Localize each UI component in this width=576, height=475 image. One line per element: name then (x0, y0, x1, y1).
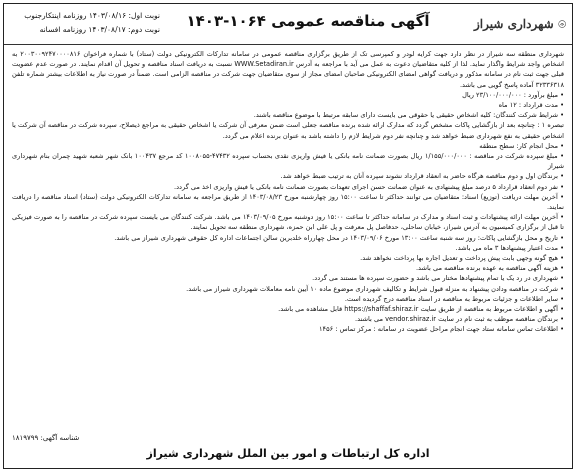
notice-paragraph: • آگهی و اطلاعات مربوط به مناقصه از طریق سایت https://shaffaf.shiraz.ir قابل مشاهده می باشد. (278, 305, 564, 314)
notice-paragraph: • نفر دوم انعقاد قرارداد ۵ درصد مبلغ پیشنهادی به عنوان ضمانت حسن اجرای تعهدات بصورت ضمانت نامه بانکی یا فیش واریزی اخذ می گردد. (174, 182, 564, 191)
notice-paragraph: • آخرین مهلت دریافت (توزیع) اسناد: متقاضیان می توانند حداکثر تا ساعت ۱۵:۰۰ روز چهارشنبه مورخ ۱۴۰۳/۰۸/۲۳ از طریق مراجعه به سامانه تدارکات الکترونیکی دولت (ستاد) اسناد مناقصه را دریافت نمایند. (12, 192, 565, 212)
notice-paragraph: • اطلاعات تماس سامانه ستاد جهت انجام مراحل عضویت در سامانه : مرکز تماس : ۱۴۵۶ (319, 325, 564, 334)
tender-notice (3, 3, 573, 469)
notice-footer (4, 430, 572, 468)
publication-first: نوبت اول: ۱۴۰۳/۰۸/۱۶ روزنامه اینتکارجنوب (24, 11, 160, 20)
publication-dates (10, 9, 160, 37)
notice-paragraph: • هیچ گونه وجهی بابت پیش پرداخت و تعدیل اجاره بها پرداخت نخواهد شد. (360, 254, 564, 263)
notice-paragraph: • مبلغ برآورد : ۲۳/۱۰۰/۰۰۰/۰۰۰ ریال (462, 90, 564, 99)
notice-paragraph: • شهرداری در رد یک یا تمام پیشنهادها مختار می باشد و حضورت سپرده ها مستند می گردد. (312, 274, 564, 283)
shiraz-municipality-logo (474, 9, 566, 39)
notice-paragraph: • مدت اعتبار پیشنهادها ۳ ماه می باشد. (455, 243, 564, 252)
notice-paragraph: • برندگان مناقصه موظف به ثبت نام در سایت vendor.shiraz.ir می باشند. (354, 315, 564, 324)
ad-id: شناسه آگهی: ۱۸۱۹۷۹۹ (12, 434, 80, 442)
notice-paragraph: • مدت قرارداد : ۱۲ ماه (498, 101, 564, 110)
municipality-emblem-icon (558, 12, 566, 36)
issuer-signature: اداره کل ارتباطات و امور بین الملل شهرداری شیراز (146, 447, 430, 460)
notice-paragraph: • شرکت در مناقصه ودادن پیشنهاد به منزله قبول شرایط و تکالیف شهرداری موضوع ماده ۱۰ آیین نامه معاملات شهرداری شیراز می باشد. (186, 284, 564, 293)
notice-paragraph: تبصره ۱ : چنانچه بعد از بازگشایی پاکات مشخص گردد که مدارک ارائه شده برنده مناقصه جعلی است ضمن معرفی آن شرکت یا اشخاص حقیقی به مراجع ذیصلاح، سپرده شرکت در مناقصه آن شرکت یا اشخاص حقیقی به نفع شهرداری ضبط خواهد شد و چنانچه نفر دوم شرایط لازم را داشته باشد به عنوان برنده اعلام می گردد. (12, 121, 565, 140)
publication-second: نوبت دوم: ۱۴۰۳/۰۸/۱۷ روزنامه افسانه (39, 25, 160, 34)
notice-body (4, 45, 572, 335)
notice-paragraph: • برندگان اول و دوم مناقصه هرگاه حاضر به انعقاد قرارداد نشوند سپرده آنان به ترتیب ضبط خواهد شد. (280, 172, 564, 181)
notice-paragraph: • تاریخ و محل بازگشایی پاکات: روز سه شنبه ساعت ۱۳:۰۰ مورخ ۱۴۰۳/۰۹/۰۶ در محل چهارراه خلدبرین سالن اجتماعات اداره کل حقوقی شهرداری شیراز می باشد. (114, 233, 564, 242)
notice-paragraph: • محل انجام کار: سطح منطقه (479, 141, 564, 150)
logo-text: شهرداری شیراز (474, 17, 554, 31)
notice-paragraph: • سایر اطلاعات و جزئیات مربوط به مناقصه در اسناد مناقصه درج گردیده است. (344, 294, 564, 303)
notice-paragraph: • آخرین مهلت ارائه پیشنهادات و ثبت اسناد و مدارک در سامانه حداکثر تا ساعت ۱۵:۰۰ روز دوشنبه مورخ ۱۴۰۳/۰۹/۰۵ می باشد. شرکت کنندگان می بایست سپرده شرکت در مناقصه را به صورت فیزیکی تا قبل از برگزاری کمیسیون به آدرس شیراز، خیابان ساحلی، حدفاصل پل معرفت و پل علی ابن حمزه، شهرداری منطقه سه تحویل نمایند. (12, 213, 564, 232)
notice-paragraph: • هزینه آگهی مناقصه به عهده برنده مناقصه می باشد. (415, 264, 564, 273)
notice-title: آگهی مناقصه عمومی ۱۰۶۴-۱۴۰۳ (186, 12, 430, 30)
notice-paragraph: شهرداری منطقه سه شیراز در نظر دارد جهت کرایه لودر و کمپرسی تک از طریق برگزاری مناقصه عمومی در سامانه تدارکات الکترونیکی دولت (ستاد) با شماره فراخوان ۲۰۰۳۰۰۹۲۴۷۰۰۰۰۸۱۶ به اشخاص واجد شرایط واگذار نماید. لذا از کلیه متقاضیان دعوت به عمل می آید با مراجعه به آدرس WWW.Setadiran.ir نسبت به دریافت اسناد مناقصه و تحویل آن اقدام نمایند. در صورت عدم عضویت قبلی جهت ثبت نام در سامانه مذکور و دریافت گواهی امضای الکترونیکی صاحبان امضای مجاز از سوی متقاضیان جهت شرکت در مناقصه الزامی است. ضمناً در صورت نیاز به اطلاعات بیشتر شماره تلفن ۳۲۳۳۶۳۱۸ آماده پاسخ گویی می باشد. (12, 50, 564, 89)
notice-header (4, 4, 572, 45)
notice-paragraph: • شرایط شرکت کنندگان: کلیه اشخاص حقیقی یا حقوقی می بایست دارای سابقه مرتبط با موضوع مناقصه باشند. (253, 111, 564, 120)
notice-paragraph: • مبلغ سپرده شرکت در مناقصه : ۱/۱۵۵/۰۰۰/۰۰۰ ریال بصورت ضمانت نامه بانکی یا فیش واریزی نقدی بحساب سپرده ۴۷۴۳۲-۱۰۰۸۰۵۵ کد مرجع ۱۰۰۴۳۷ بانک شهر شعبه شهید چمران بنام شهرداری شیراز (12, 152, 564, 171)
